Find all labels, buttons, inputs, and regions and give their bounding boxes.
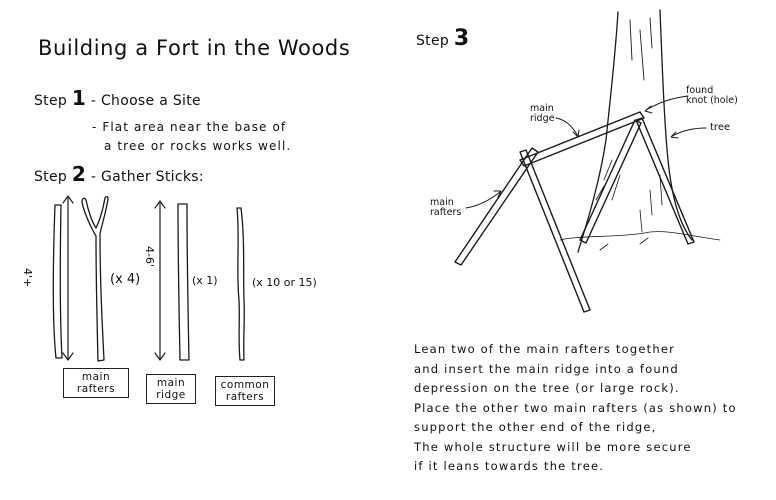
tree-callout: tree [710,122,731,133]
step-1-note-line: - Flat area near the base of [92,120,287,134]
main-rafters-callout [430,198,461,218]
callout-line: main [430,197,454,208]
box-line: common [220,379,270,391]
step-3-number: 3 [453,26,470,51]
main-rafter-forked-stick [82,197,108,361]
common-rafter-stick [237,208,244,360]
main-rafter-stick [53,205,62,358]
main-rafters-label-box [63,368,129,398]
step-3-label: Step [416,33,450,49]
callout-line: found [686,85,714,96]
tree-callout-arrow [672,128,706,136]
back-rafter-right [636,118,694,244]
step-1-title: Choose a Site [100,93,201,109]
step-1-dash: - [90,93,97,109]
main-rafters-count: (x 4) [110,272,141,287]
step-2-heading [34,162,204,186]
instruction-line: Place the other two main rafters (as shown) to [414,400,737,415]
callout-line: main [530,103,554,114]
step-2-dash: - [90,169,97,185]
callout-line: ridge [530,113,555,124]
back-rafter-left [580,120,641,243]
step-1-note-line: a tree or rocks works well. [104,139,292,153]
found-knot-callout [686,86,738,106]
main-rafters-dimension-label: 4'+ [21,268,34,288]
main-ridge-label-box [146,374,196,404]
step-1-note [92,118,291,156]
main-rafters-dimension-arrow [63,196,73,360]
common-rafters-label-box [215,376,275,406]
box-line: ridge [156,389,186,401]
step-1-number: 1 [71,86,87,110]
common-rafters-count: (x 10 or 15) [252,276,317,289]
main-ridge-stick [178,204,189,360]
instruction-line: The whole structure will be more secure [414,439,692,454]
step-2-label: Step [34,169,68,185]
main-ridge-dimension-arrow [155,201,165,360]
step-3-instructions [414,340,764,477]
box-line: rafters [76,383,116,395]
instruction-line: and insert the main ridge into a found [414,361,679,376]
found-knot-callout-arrow [646,96,688,110]
instruction-line: if it leans towards the tree. [414,459,605,473]
step-2-title: Gather Sticks: [100,169,204,185]
instruction-line: Lean two of the main rafters together [414,342,676,356]
step-1-label: Step [34,93,68,109]
box-line: main [156,377,186,389]
step-1-heading [34,86,201,110]
main-ridge-count: (x 1) [192,274,218,287]
callout-line: knot (hole) [686,95,738,106]
step-3-heading [416,26,469,51]
box-line: main [81,371,111,383]
page-title: Building a Fort in the Woods [38,36,351,60]
instruction-line: depression on the tree (or large rock). [414,381,680,395]
main-ridge-dimension-label: 4-6' [143,246,156,267]
instruction-line: support the other end of the ridge, [414,420,657,434]
main-ridge-callout [530,104,554,124]
callout-line: rafters [430,207,462,218]
step-2-number: 2 [71,162,87,186]
box-line: rafters [225,391,265,403]
main-rafters-callout-arrow [466,192,500,208]
front-rafter-right [520,150,590,312]
